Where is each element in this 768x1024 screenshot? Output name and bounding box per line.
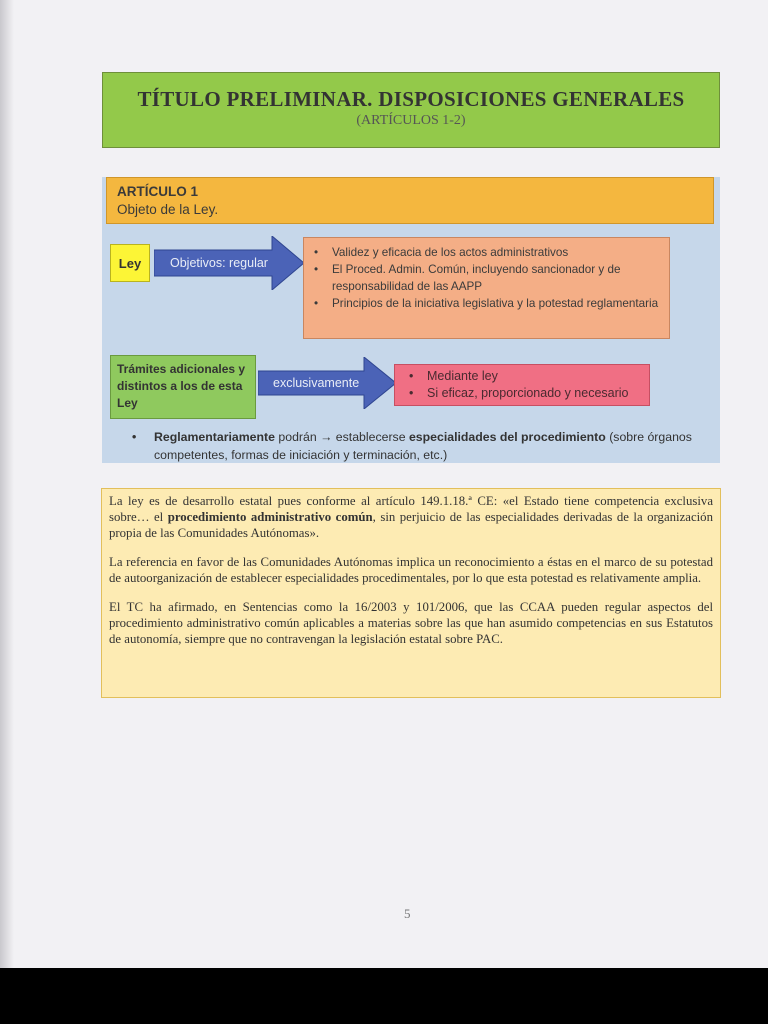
means-list xyxy=(394,364,650,406)
list-item: • El Proced. Admin. Común, incluyendo sancionador y de responsabilidad de las AAPP xyxy=(332,261,659,295)
reglamentariamente-note xyxy=(132,428,717,464)
article-header xyxy=(106,177,714,224)
title-main: TÍTULO PRELIMINAR. DISPOSICIONES GENERALES xyxy=(137,87,685,111)
regl-bold-1: Reglamentariamente xyxy=(154,430,275,444)
commentary-paragraph-3: El TC ha afirmado, en Sentencias como la 16/2003 y 101/2006, que las CCAA pueden regular aspectos del procedimiento administrativo común aplicables a materias sobre las que han asumido competencias en sus Estatutos de autonomía, siempre que no contravengan la legislación estatal sobre PAC. xyxy=(109,600,713,646)
title-banner xyxy=(102,72,720,148)
objectives-list xyxy=(303,237,670,339)
list-item: • Validez y eficacia de los actos administrativos xyxy=(332,244,659,261)
list-item: • Mediante ley xyxy=(427,368,641,385)
page-number: 5 xyxy=(404,906,411,921)
page-edge-shadow xyxy=(0,0,14,968)
regl-bold-2: especialidades del procedimiento xyxy=(408,430,606,444)
commentary-paragraph-1 xyxy=(109,493,713,541)
title-sub: (ARTÍCULOS 1-2) xyxy=(356,113,466,128)
commentary-bold: procedimiento administrativo común xyxy=(167,510,373,524)
article-subtitle: Objeto de la Ley. xyxy=(117,202,219,217)
objectives-arrow-label: Objetivos: regular xyxy=(170,256,268,270)
commentary-box xyxy=(101,488,721,698)
commentary-text: , sin perjuicio de las especialidades derivadas de la organización propia de las Comunidades Autónomas». xyxy=(109,510,713,540)
regl-text-1: podrán → establecerse xyxy=(274,430,409,444)
tramites-box: Trámites adicionales y distintos a los de esta Ley xyxy=(110,355,256,419)
commentary-text: La ley es de desarrollo estatal pues conforme al artículo 149.1.18.ª CE: «el Estado tiene competencia exclusiva sobre… el xyxy=(109,494,713,524)
article-number: ARTÍCULO 1 xyxy=(117,184,198,199)
list-item: • Principios de la iniciativa legislativa y la potestad reglamentaria xyxy=(332,295,659,312)
regl-text-2: (sobre órganos competentes, formas de iniciación y terminación, etc.) xyxy=(154,430,692,462)
exclusivamente-arrow-label: exclusivamente xyxy=(273,376,360,390)
list-item: • Si eficaz, proporcionado y necesario xyxy=(427,385,641,402)
ley-box: Ley xyxy=(110,244,150,282)
commentary-paragraph-2: La referencia en favor de las Comunidades Autónomas implica un reconocimiento a éstas en el marco de su potestad de autoorganización de establecer especialidades procedimentales, por lo que esta potestad es relativamente amplia. xyxy=(109,555,713,585)
